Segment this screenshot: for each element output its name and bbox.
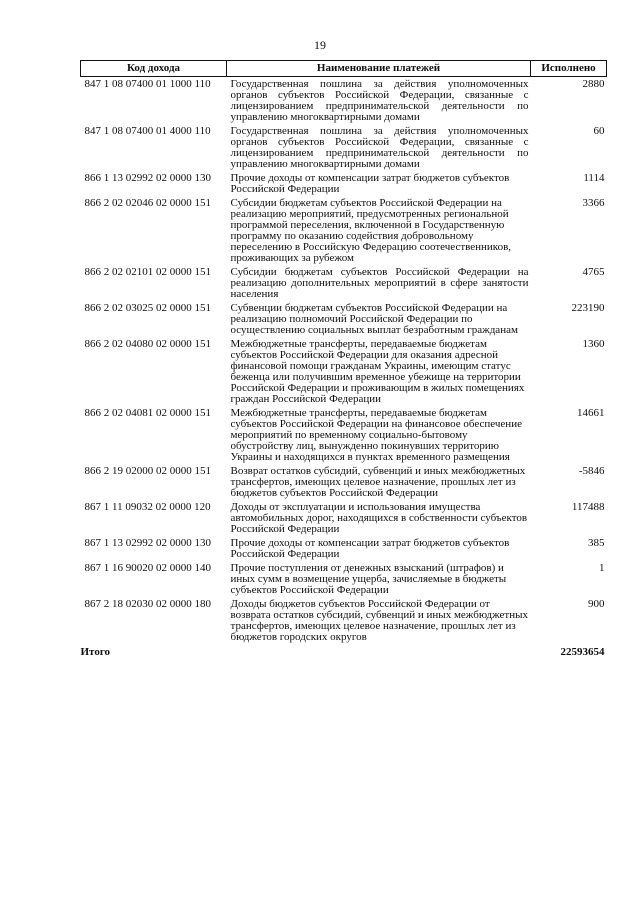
revenue-code: 847 1 08 07400 01 1000 110: [84, 78, 211, 90]
executed-amount: 1360: [582, 338, 605, 350]
payment-name: Прочие поступления от денежных взысканий (штрафов) и иных сумм в возмещение ущерба, зачисляемые в бюджеты субъектов Российской Федерации: [230, 562, 507, 596]
table-row: [81, 561, 607, 597]
header-name: Наименование платежей: [227, 61, 531, 77]
revenue-code: 867 1 16 90020 02 0000 140: [84, 562, 211, 574]
table-row: [81, 196, 607, 265]
header-code: Код дохода: [81, 61, 227, 77]
executed-amount: 1: [599, 562, 605, 574]
payment-name: Доходы бюджетов субъектов Российской Федерации от возврата остатков субсидий, субвенций и иных межбюджетных трансфертов, имеющих целевое назначение, прошлых лет из бюджетов городских округов: [230, 598, 529, 643]
total-label: Итого: [80, 646, 111, 658]
executed-amount: 385: [588, 537, 605, 549]
payment-name: Субсидии бюджетам субъектов Российской Федерации на реализацию дополнительных мероприятий в сфере занятости населения: [230, 266, 529, 300]
table-row: [81, 500, 607, 536]
table-row: [81, 124, 607, 171]
revenue-code: 866 2 02 04081 02 0000 151: [84, 407, 211, 419]
header-sum: Исполнено: [531, 61, 607, 77]
revenue-code: 867 2 18 02030 02 0000 180: [84, 598, 211, 610]
executed-amount: -5846: [578, 465, 605, 477]
page-number: 19: [314, 38, 326, 52]
table-row: [81, 406, 607, 464]
executed-amount: 60: [593, 125, 605, 137]
revenue-code: 867 1 13 02992 02 0000 130: [84, 537, 211, 549]
payment-name: Прочие доходы от компенсации затрат бюджетов субъектов Российской Федерации: [230, 537, 510, 560]
executed-amount: 117488: [571, 501, 605, 513]
revenue-code: 867 1 11 09032 02 0000 120: [84, 501, 211, 513]
total-amount: 22593654: [560, 646, 605, 658]
executed-amount: 14661: [577, 407, 605, 419]
revenue-code: 866 2 02 02101 02 0000 151: [84, 266, 211, 278]
table-row: [81, 301, 607, 337]
executed-amount: 223190: [571, 302, 605, 314]
executed-amount: 900: [588, 598, 605, 610]
executed-amount: 2880: [582, 78, 605, 90]
table-row: [81, 77, 607, 125]
executed-amount: 4765: [582, 266, 605, 278]
table-header-row: [81, 61, 607, 77]
revenue-code: 866 2 02 03025 02 0000 151: [84, 302, 211, 314]
revenue-code: 866 2 19 02000 02 0000 151: [84, 465, 211, 477]
payment-name: Государственная пошлина за действия уполномоченных органов субъектов Российской Федерации, связанные с лицензированием предпринимательской деятельности по управлению многоквартирными домами: [230, 78, 529, 123]
executed-amount: 1114: [583, 172, 605, 184]
table-row: [81, 337, 607, 406]
revenue-code: 866 2 02 02046 02 0000 151: [84, 197, 211, 209]
revenue-table-container: [80, 60, 606, 659]
table-row: [81, 464, 607, 500]
payment-name: Субсидии бюджетам субъектов Российской Федерации на реализацию мероприятий, предусмотренных региональной программой переселения, включенной в Государственную программу по оказанию содействия добровольному переселению в Российскую Федерацию соотечественников, проживающих за рубежом: [230, 197, 512, 264]
revenue-code: 847 1 08 07400 01 4000 110: [84, 125, 211, 137]
total-row: [81, 644, 607, 659]
payment-name: Субвенции бюджетам субъектов Российской Федерации на реализацию полномочий Российской Федерации по осуществлению социальных выплат безработным гражданам: [230, 302, 518, 336]
payment-name: Доходы от эксплуатации и использования имущества автомобильных дорог, находящихся в собственности субъектов Российской Федерации: [230, 501, 528, 535]
revenue-table: [80, 60, 607, 659]
table-row: [81, 265, 607, 301]
total-spacer: [227, 644, 531, 659]
table-row: [81, 171, 607, 196]
payment-name: Межбюджетные трансферты, передаваемые бюджетам субъектов Российской Федерации на финансовое обеспечение мероприятий по временному социально-бытовому обустройству лиц, вынужденно покинувших территорию Украины и находящихся в пунктах временного размещения: [230, 407, 522, 463]
revenue-code: 866 2 02 04080 02 0000 151: [84, 338, 211, 350]
table-row: [81, 536, 607, 561]
executed-amount: 3366: [582, 197, 605, 209]
payment-name: Возврат остатков субсидий, субвенций и иных межбюджетных трансфертов, имеющих целевое назначение, прошлых лет из бюджетов субъектов Российской Федерации: [230, 465, 526, 499]
revenue-code: 866 1 13 02992 02 0000 130: [84, 172, 211, 184]
table-row: [81, 597, 607, 644]
payment-name: Государственная пошлина за действия уполномоченных органов субъектов Российской Федерации, связанные с лицензированием предпринимательской деятельности по управлению многоквартирными домами: [230, 125, 529, 170]
payment-name: Прочие доходы от компенсации затрат бюджетов субъектов Российской Федерации: [230, 172, 510, 195]
payment-name: Межбюджетные трансферты, передаваемые бюджетам субъектов Российской Федерации для оказания адресной финансовой помощи гражданам Украины, имеющим статус беженца или получившим временное убежище на территории Российской Федерации и проживающим в жилых помещениях граждан Российской Федерации: [230, 338, 525, 405]
